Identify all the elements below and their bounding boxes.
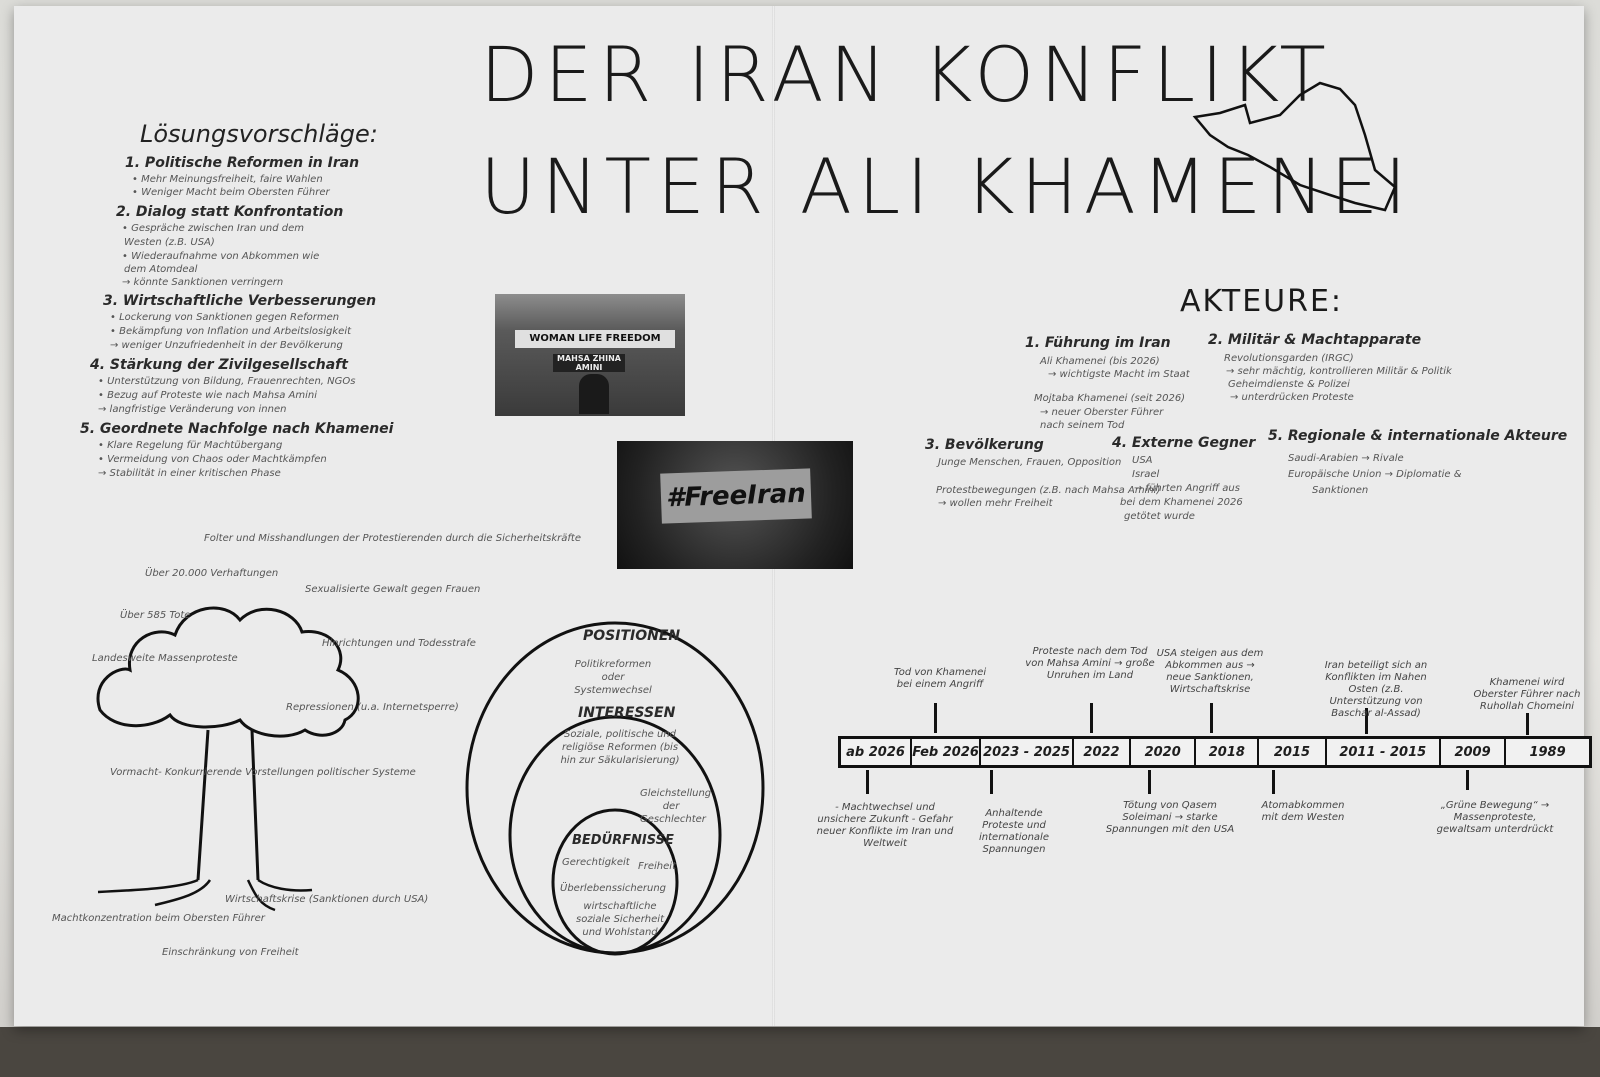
loesung-4-note: • Bezug auf Proteste wie nach Mahsa Amini [98, 390, 318, 401]
loesung-1-note: • Weniger Macht beim Obersten Führer [132, 187, 330, 198]
protest-photo-free-iran [617, 441, 853, 569]
iran-map-icon [1190, 75, 1410, 225]
akteure-heading: AKTEURE: [1180, 284, 1344, 319]
timeline-year: 2015 [1259, 739, 1326, 765]
akteur-group-title: 1. Führung im Iran [1025, 335, 1171, 351]
tree-label: Machtkonzentration beim Obersten Führer [52, 913, 265, 924]
timeline-year: 2022 [1074, 739, 1131, 765]
akteur-note: Revolutionsgarden (IRGC) [1224, 353, 1354, 364]
timeline-bar [838, 736, 1592, 768]
photo-sign: MAHSA ZHINA AMINI [553, 354, 625, 372]
timeline-tick [1272, 770, 1275, 794]
onion-positionen-text: Politikreformen oder Systemwechsel [574, 659, 652, 696]
akteur-note: Israel [1132, 469, 1160, 480]
akteur-note: bei dem Khamenei 2026 [1120, 497, 1243, 508]
loesung-2-note: dem Atomdeal [124, 264, 198, 275]
timeline-year: 2009 [1441, 739, 1506, 765]
loesung-4-note: → langfristige Veränderung von innen [98, 404, 287, 415]
akteur-note: → wichtigste Macht im Staat [1048, 369, 1190, 380]
loesung-5-note: • Klare Regelung für Machtübergang [98, 440, 283, 451]
tree-label: Repressionen (u.a. Internetsperre) [286, 702, 459, 713]
akteur-note: → neuer Oberster Führer nach seinem Tod [1040, 407, 1164, 431]
loesung-5-note: • Vermeidung von Chaos oder Machtkämpfen [98, 454, 327, 465]
problem-tree-drawing [80, 570, 390, 940]
timeline-year: 1989 [1529, 744, 1566, 760]
tree-label: Landesweite Massenproteste [92, 653, 238, 664]
timeline-year: 2011 - 2015 [1327, 739, 1441, 765]
timeline-tick [866, 770, 869, 794]
loesung-2-note: • Wiederaufnahme von Abkommen wie [122, 251, 320, 262]
timeline-tick [1526, 713, 1529, 735]
tree-label: Über 585 Tote [120, 610, 191, 621]
akteur-note: → sehr mächtig, kontrollieren Militär & Politik [1226, 366, 1452, 377]
timeline-event: Iran beteiligt sich an Konflikten im Nahen Osten (z.B. Unterstützung von Baschar al-Assad) [1324, 660, 1428, 719]
akteur-note: Ali Khamenei (bis 2026) [1040, 356, 1160, 367]
timeline-event: Atomabkommen mit dem Westen [1261, 800, 1345, 823]
timeline-tick [1210, 703, 1213, 733]
timeline-year: 2020 [1131, 739, 1196, 765]
tree-label: Wirtschaftskrise (Sanktionen durch USA) [225, 894, 429, 905]
akteur-group-title: 3. Bevölkerung [925, 437, 1044, 453]
loesungen-heading: Lösungsvorschläge: [140, 120, 378, 148]
timeline-event: Tod von Khamenei bei einem Angriff [893, 667, 987, 690]
loesung-3-title: 3. Wirtschaftliche Verbesserungen [103, 293, 377, 309]
loesung-4-title: 4. Stärkung der Zivilgesellschaft [90, 357, 348, 373]
akteur-note: Junge Menschen, Frauen, Opposition [938, 457, 1122, 468]
photo-banner: #FreeIran [660, 468, 812, 523]
onion-beduerfnis: Gerechtigkeit [562, 857, 630, 868]
onion-beduerfnisse-title: BEDÜRFNISSE [572, 833, 674, 848]
akteur-note: Protestbewegungen (z.B. nach Mahsa Amini) [936, 485, 1161, 496]
timeline-tick [1090, 703, 1093, 733]
akteur-note: Saudi-Arabien → Rivale [1288, 453, 1404, 464]
poster-title-line2: UNTER ALI KHAMENEI [480, 142, 1413, 231]
tree-label: Einschränkung von Freiheit [162, 947, 299, 958]
loesung-4-note: • Unterstützung von Bildung, Frauenrechten, NGOs [98, 376, 356, 387]
loesung-3-note: • Lockerung von Sanktionen gegen Reformen [110, 312, 340, 323]
akteur-note: → unterdrücken Proteste [1230, 392, 1354, 403]
tree-label: Über 20.000 Verhaftungen [145, 568, 279, 579]
protest-photo-woman-life-freedom [495, 294, 685, 416]
akteur-note: → wollen mehr Freiheit [938, 498, 1053, 509]
poster-title-line1: DER IRAN KONFLIKT [480, 30, 1332, 119]
akteur-note: getötet wurde [1124, 511, 1195, 522]
tree-label: Vormacht- Konkurrierende Vorstellungen politischer Systeme [110, 767, 416, 778]
akteur-note: → führten Angriff aus [1134, 483, 1240, 494]
loesung-3-note: → weniger Unzufriedenheit in der Bevölkerung [110, 340, 343, 351]
timeline-tick [934, 703, 937, 733]
timeline-year: 2023 - 2025 [981, 739, 1074, 765]
onion-positionen-title: POSITIONEN [583, 628, 681, 644]
timeline-year: ab 2026 [841, 739, 912, 765]
timeline-event: USA steigen aus dem Abkommen aus → neue Sanktionen, Wirtschaftskrise [1156, 648, 1264, 695]
loesung-5-title: 5. Geordnete Nachfolge nach Khamenei [80, 421, 394, 437]
loesung-1-title: 1. Politische Reformen in Iran [125, 155, 360, 171]
timeline-year: 2018 [1196, 739, 1259, 765]
timeline-year: Feb 2026 [912, 739, 981, 765]
loesung-5-note: → Stabilität in einer kritischen Phase [98, 468, 281, 479]
loesung-2-note: → könnte Sanktionen verringern [122, 277, 284, 288]
photo-portrait [579, 374, 609, 414]
akteur-group-title: 2. Militär & Machtapparate [1208, 332, 1422, 348]
timeline-event: Tötung von Qasem Soleimani → starke Spannungen mit den USA [1105, 800, 1235, 835]
tree-label: Folter und Misshandlungen der Protestierenden durch die Sicherheitskräfte [204, 533, 581, 544]
onion-beduerfnis: wirtschaftliche soziale Sicherheit und Wohlstand [575, 901, 664, 938]
timeline-event: Anhaltende Proteste und internationale Spannungen [979, 808, 1049, 855]
floor [0, 1027, 1600, 1077]
loesung-2-note: • Gespräche zwischen Iran und dem [122, 223, 305, 234]
loesung-2-note: Westen (z.B. USA) [124, 237, 215, 248]
timeline-tick [990, 770, 993, 794]
timeline-event: Proteste nach dem Tod von Mahsa Amini → große Unruhen im Land [1025, 646, 1155, 681]
timeline-event: Khamenei wird Oberster Führer nach Ruhollah Chomeini [1473, 677, 1581, 712]
onion-interessen-text: Soziale, politische und religiöse Reformen (bis hin zur Säkularisierung) [560, 729, 680, 766]
timeline-event: „Grüne Bewegung“ → Massenproteste, gewaltsam unterdrückt [1436, 800, 1554, 835]
photo-banner: WOMAN LIFE FREEDOM [515, 330, 675, 348]
akteur-note: USA [1132, 455, 1153, 466]
loesung-3-note: • Bekämpfung von Inflation und Arbeitslosigkeit [110, 326, 352, 337]
timeline-tick [1466, 770, 1469, 790]
loesung-1-note: • Mehr Meinungsfreiheit, faire Wahlen [132, 174, 323, 185]
onion-gleichstellung: Gleichstellung der Geschlechter [640, 788, 712, 825]
onion-beduerfnis: Freiheit [638, 861, 676, 872]
akteur-note: Europäische Union → Diplomatie & [1288, 469, 1462, 480]
loesung-2-title: 2. Dialog statt Konfrontation [116, 204, 344, 220]
akteur-group-title: 5. Regionale & internationale Akteure [1268, 428, 1568, 444]
timeline-event: - Machtwechsel und unsichere Zukunft - Gefahr neuer Konflikte im Iran und Weltweit [816, 802, 954, 849]
onion-interessen-title: INTERESSEN [578, 705, 676, 721]
tree-label: Sexualisierte Gewalt gegen Frauen [305, 584, 481, 595]
akteur-group-title: 4. Externe Gegner [1112, 435, 1256, 451]
tree-label: Hinrichtungen und Todesstrafe [322, 638, 476, 649]
onion-beduerfnis: Überlebenssicherung [560, 883, 667, 894]
akteur-note: Sanktionen [1312, 485, 1369, 496]
timeline-tick [1148, 770, 1151, 794]
akteur-note: Mojtaba Khamenei (seit 2026) [1034, 393, 1186, 404]
akteur-note: Geheimdienste & Polizei [1228, 379, 1350, 390]
